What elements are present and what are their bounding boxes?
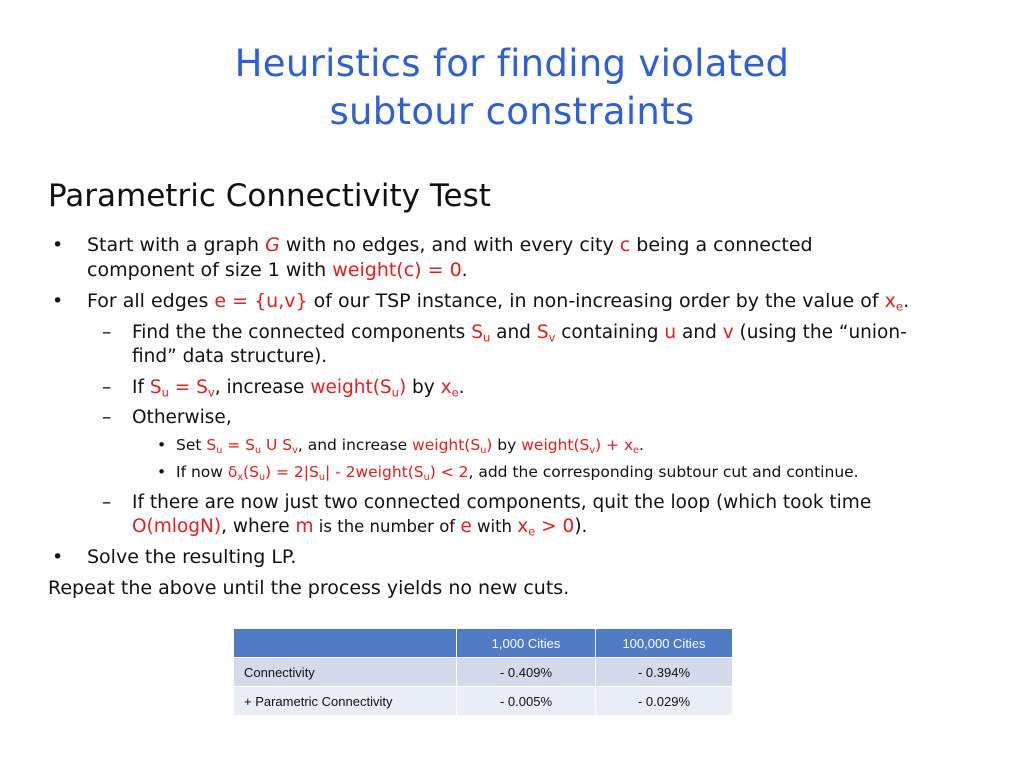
subsub-if-now: If now $\delta_x(S_u) = 2|S_u|$ - $2weight(S_u) < 2$, add the corresponding subtour cut and continue. — [176, 463, 859, 483]
bullet-start-graph: Start with a graph G with no edges, and with every city c being a connected — [87, 234, 813, 256]
sub-two-components-cont: O(mlogN), where m is the number of e with $x_e > 0$). — [132, 516, 588, 539]
title-line-1: Heuristics for finding violated — [234, 42, 790, 85]
table-row — [234, 687, 733, 716]
bullet-solve-lp: Solve the resulting LP. — [87, 546, 297, 568]
results-table — [233, 628, 733, 716]
sub-find-components: Find the the connected components $S_u$ and $S_v$ containing u and v (using the “union- — [132, 322, 907, 345]
sub-find-components-cont: find” data structure). — [132, 346, 328, 367]
table-header-cell: 100,000 Cities — [596, 629, 733, 658]
table-cell: - 0.394% — [596, 658, 733, 687]
sub-two-components: If there are now just two connected components, quit the loop (which took time — [132, 492, 872, 513]
dash-marker: – — [102, 492, 112, 513]
bullet-for-all-edges: For all edges e = {u,v} of our TSP instance, in non-increasing order by the value of $x_e$. — [87, 290, 910, 314]
dash-marker: – — [102, 322, 112, 343]
bullet-marker: • — [157, 436, 167, 454]
subsub-set-merge: Set $S_u = S_u$ U $S_v$, and increase $weight(S_u)$ by $weight(S_v) + x_e$. — [176, 436, 644, 456]
table-cell: - 0.409% — [457, 658, 596, 687]
bullet-marker: • — [52, 546, 64, 568]
table-cell: + Parametric Connectivity — [234, 687, 457, 716]
table-header-cell: 1,000 Cities — [457, 629, 596, 658]
dash-marker: – — [102, 407, 112, 428]
bullet-marker: • — [157, 463, 167, 481]
table-cell: - 0.029% — [596, 687, 733, 716]
bullet-marker: • — [52, 290, 64, 312]
bullet-marker: • — [52, 234, 64, 256]
section-heading: Parametric Connectivity Test — [48, 178, 491, 214]
table-cell: Connectivity — [234, 658, 457, 687]
table-cell: - 0.005% — [457, 687, 596, 716]
table-header-cell — [234, 629, 457, 658]
title-line-2: subtour constraints — [329, 90, 695, 133]
slide-title — [0, 40, 1024, 136]
table-header-row — [234, 629, 733, 658]
repeat-note: Repeat the above until the process yields no new cuts. — [48, 577, 570, 599]
bullet-start-graph-cont: component of size 1 with weight(c) = 0. — [87, 259, 468, 281]
table-row — [234, 658, 733, 687]
sub-if-equal: If $S_u = S_v$, increase $weight(S_u)$ by $x_e$. — [132, 377, 465, 400]
sub-otherwise: Otherwise, — [132, 407, 232, 428]
dash-marker: – — [102, 377, 112, 398]
